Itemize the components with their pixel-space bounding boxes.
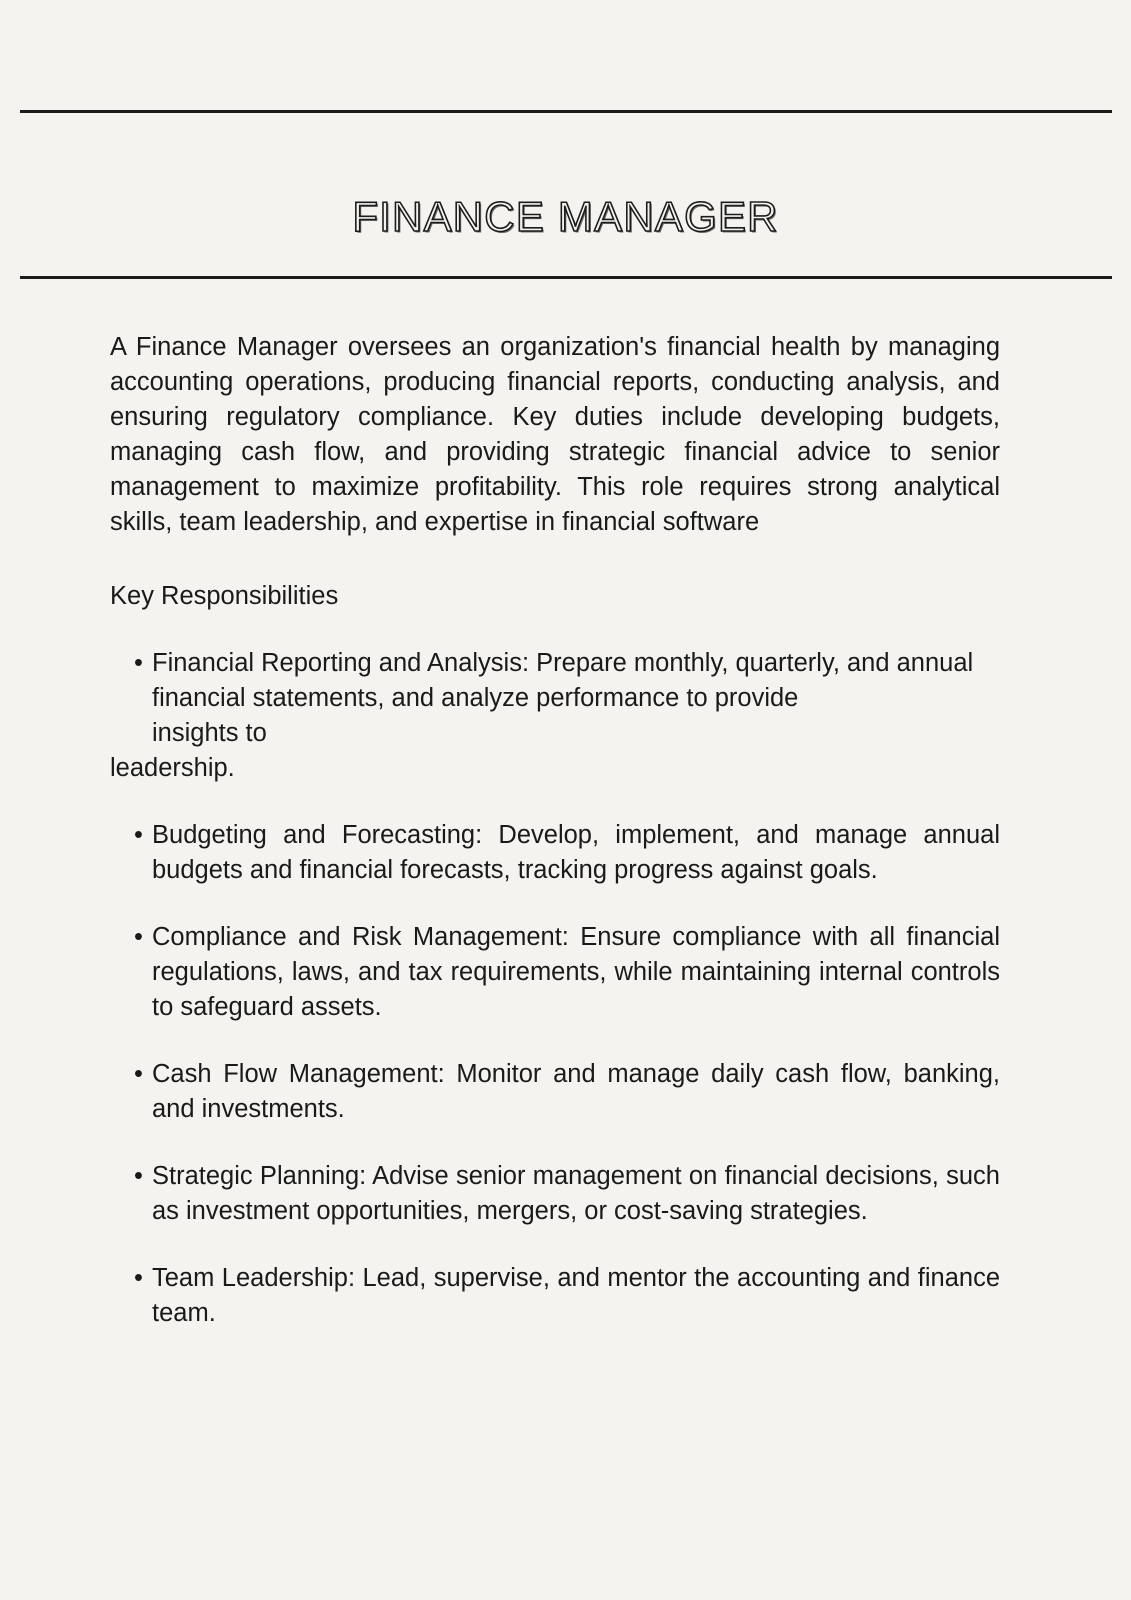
list-item-line-2-head: financial statements, and analyze performance to provide (152, 684, 799, 712)
list-item-financial-reporting-and-analysis (110, 646, 1000, 786)
bullet-icon: • (134, 923, 143, 951)
list-item-compliance-and-risk-management (110, 920, 1000, 1025)
header-top-rule (20, 110, 1112, 113)
responsibilities-list (110, 614, 1000, 1331)
header-bottom-rule (20, 276, 1112, 279)
list-item-cash-flow-management (110, 1057, 1000, 1127)
list-item-line-3: leadership. (110, 754, 235, 782)
intro-paragraph: A Finance Manager oversees an organization's financial health by managing accounting operations, producing financial reports, conducting analysis, and ensuring regulatory compliance. Key duties include developing budgets, managing cash flow, and providing strategic financial advice to senior management to maximize profitability. This role requires strong analytical skills, team leadership, and expertise in financial software (110, 333, 1000, 536)
list-item-text: Strategic Planning: Advise senior management on financial decisions, such as investment opportunities, mergers, or cost-saving strategies. (152, 1162, 1000, 1225)
bullet-icon: • (134, 1060, 143, 1088)
bullet-icon: • (134, 821, 143, 849)
list-item-text: Team Leadership: Lead, supervise, and mentor the accounting and finance team. (152, 1264, 1000, 1327)
list-item-strategic-planning (110, 1159, 1000, 1229)
list-item-budgeting-and-forecasting (110, 818, 1000, 888)
document-body (110, 330, 1000, 1331)
bullet-icon: • (134, 649, 143, 677)
list-item-text: Cash Flow Management: Monitor and manage daily cash flow, banking, and investments. (152, 1060, 1000, 1123)
list-item-line-2-tail: insights to (152, 719, 267, 747)
list-item-line-1: Financial Reporting and Analysis: Prepare monthly, quarterly, and annual (152, 649, 974, 677)
list-item-team-leadership (110, 1261, 1000, 1331)
bullet-icon: • (134, 1162, 143, 1190)
page-title: FINANCE MANAGER (352, 193, 779, 241)
bullet-icon: • (134, 1264, 143, 1292)
list-item-text: Compliance and Risk Management: Ensure compliance with all financial regulations, laws, and tax requirements, while maintaining internal controls to safeguard assets. (152, 923, 1000, 1021)
section-heading-key-responsibilities: Key Responsibilities (110, 582, 339, 610)
list-item-line-2 (152, 681, 1000, 751)
list-item-text: Budgeting and Forecasting: Develop, implement, and manage annual budgets and financial forecasts, tracking progress against goals. (152, 821, 1000, 884)
